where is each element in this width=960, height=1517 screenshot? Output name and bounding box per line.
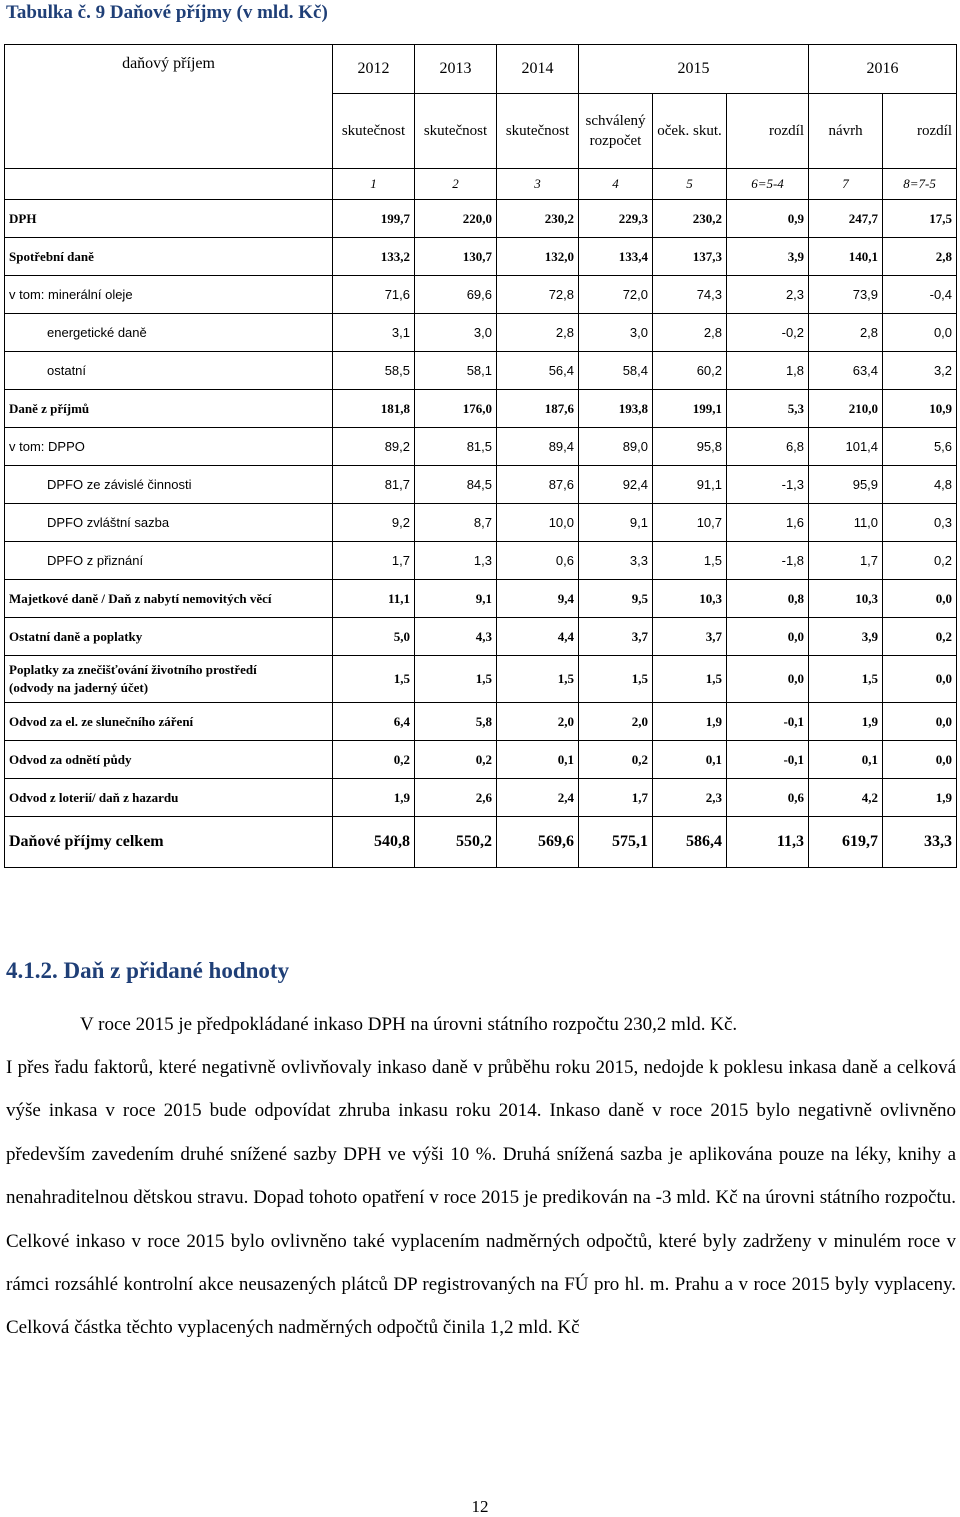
- value-cell: 181,8: [333, 390, 415, 428]
- row-label: Daně z příjmů: [5, 390, 333, 428]
- value-cell: 187,6: [497, 390, 579, 428]
- subheader: skutečnost: [415, 94, 497, 169]
- value-cell: 2,3: [727, 276, 809, 314]
- value-cell: 91,1: [653, 466, 727, 504]
- value-cell: 58,1: [415, 352, 497, 390]
- column-number: 4: [579, 169, 653, 200]
- value-cell: 8,7: [415, 504, 497, 542]
- value-cell: 132,0: [497, 238, 579, 276]
- value-cell: 10,9: [883, 390, 957, 428]
- value-cell: 1,6: [727, 504, 809, 542]
- value-cell: 9,2: [333, 504, 415, 542]
- value-cell: 5,8: [415, 703, 497, 741]
- column-number: 8=7-5: [883, 169, 957, 200]
- row-label: Daňové příjmy celkem: [5, 817, 333, 868]
- subheader: skutečnost: [333, 94, 415, 169]
- value-cell: 4,4: [497, 618, 579, 656]
- table-row-total: [5, 817, 957, 868]
- value-cell: 3,7: [579, 618, 653, 656]
- page-number: 12: [471, 1497, 489, 1516]
- value-cell: 0,0: [727, 618, 809, 656]
- value-cell: 4,8: [883, 466, 957, 504]
- table-row: [5, 779, 957, 817]
- value-cell: 1,9: [653, 703, 727, 741]
- value-cell: 72,8: [497, 276, 579, 314]
- value-cell: 230,2: [653, 200, 727, 238]
- value-cell: 92,4: [579, 466, 653, 504]
- value-cell: -1,3: [727, 466, 809, 504]
- value-cell: 1,5: [809, 656, 883, 703]
- value-cell: 0,1: [809, 741, 883, 779]
- value-cell: 2,6: [415, 779, 497, 817]
- table-row: [5, 542, 957, 580]
- value-cell: 3,7: [653, 618, 727, 656]
- value-cell: 73,9: [809, 276, 883, 314]
- value-cell: 575,1: [579, 817, 653, 868]
- value-cell: 11,0: [809, 504, 883, 542]
- table-row: [5, 238, 957, 276]
- table-row: [5, 428, 957, 466]
- value-cell: 69,6: [415, 276, 497, 314]
- header-label: daňový příjem: [5, 45, 333, 169]
- value-cell: 0,0: [883, 314, 957, 352]
- value-cell: 58,4: [579, 352, 653, 390]
- value-cell: 1,9: [883, 779, 957, 817]
- row-label: Odvod za el. ze slunečního záření: [5, 703, 333, 741]
- value-cell: 1,5: [415, 656, 497, 703]
- table-row: [5, 390, 957, 428]
- value-cell: 2,0: [497, 703, 579, 741]
- value-cell: 0,3: [883, 504, 957, 542]
- value-cell: 0,8: [727, 580, 809, 618]
- value-cell: 58,5: [333, 352, 415, 390]
- value-cell: 133,2: [333, 238, 415, 276]
- value-cell: 0,0: [727, 656, 809, 703]
- value-cell: 0,6: [497, 542, 579, 580]
- year-header: 2013: [415, 45, 497, 94]
- row-label: Majetkové daně / Daň z nabytí nemovitých věcí: [5, 580, 333, 618]
- value-cell: 6,8: [727, 428, 809, 466]
- column-number: 5: [653, 169, 727, 200]
- value-cell: 2,4: [497, 779, 579, 817]
- value-cell: 71,6: [333, 276, 415, 314]
- tax-revenue-table: [4, 44, 957, 868]
- value-cell: 569,6: [497, 817, 579, 868]
- value-cell: 84,5: [415, 466, 497, 504]
- value-cell: 247,7: [809, 200, 883, 238]
- value-cell: 60,2: [653, 352, 727, 390]
- value-cell: 0,0: [883, 703, 957, 741]
- value-cell: 230,2: [497, 200, 579, 238]
- value-cell: 1,9: [333, 779, 415, 817]
- value-cell: 10,3: [809, 580, 883, 618]
- table-row: [5, 276, 957, 314]
- value-cell: 619,7: [809, 817, 883, 868]
- value-cell: 81,7: [333, 466, 415, 504]
- row-label: [5, 656, 333, 703]
- column-number: 1: [333, 169, 415, 200]
- value-cell: 3,0: [579, 314, 653, 352]
- value-cell: 1,5: [579, 656, 653, 703]
- table-row: [5, 580, 957, 618]
- value-cell: 0,2: [579, 741, 653, 779]
- subheader: oček. skut.: [653, 94, 727, 169]
- column-number: 2: [415, 169, 497, 200]
- value-cell: 0,0: [883, 741, 957, 779]
- row-label: v tom: minerální oleje: [5, 276, 333, 314]
- column-number: 7: [809, 169, 883, 200]
- value-cell: 95,9: [809, 466, 883, 504]
- value-cell: 5,0: [333, 618, 415, 656]
- value-cell: 0,2: [333, 741, 415, 779]
- value-cell: 4,2: [809, 779, 883, 817]
- value-cell: 95,8: [653, 428, 727, 466]
- section-title: 4.1.2. Daň z přidané hodnoty: [6, 958, 290, 983]
- value-cell: 0,1: [497, 741, 579, 779]
- row-label: Ostatní daně a poplatky: [5, 618, 333, 656]
- value-cell: 9,4: [497, 580, 579, 618]
- row-label: DPFO zvláštní sazba: [5, 504, 333, 542]
- value-cell: 89,2: [333, 428, 415, 466]
- row-label: Odvod z loterií/ daň z hazardu: [5, 779, 333, 817]
- value-cell: 10,7: [653, 504, 727, 542]
- paragraph: I přes řadu faktorů, které negativně ovlivňovaly inkaso daně v průběhu roku 2015, nedojde k poklesu inkasa daně a celková výše inkasa v roce 2015 bude odpovídat zhruba inkasu roku 2014. Inkaso daně v roce 2015 bylo negativně ovlivněno především zavedením druhé snížené sazby DPH ve výši 10 %. Druhá snížená sazba je aplikována pouze na léky, knihy a nenahraditelnou dětskou stravu. Dopad tohoto opatření v roce 2015 je predikován na -3 mld. Kč na úrovni státního rozpočtu. Celkové inkaso v roce 2015 bylo ovlivněno také vyplacením nadměrných odpočtů, které byly zadrženy v minulém roce v rámci rozsáhlé kontrolní akce neusazených plátců DP registrovaných na FÚ pro hl. m. Prahu a v roce 2015 byly vyplaceny. Celková částka těchto vyplacených nadměrných odpočtů činila 1,2 mld. Kč: [6, 1057, 956, 1339]
- subheader: schválený rozpočet: [579, 94, 653, 169]
- value-cell: 72,0: [579, 276, 653, 314]
- table-row: [5, 656, 957, 703]
- column-number-blank: [5, 169, 333, 200]
- value-cell: 133,4: [579, 238, 653, 276]
- row-label: DPH: [5, 200, 333, 238]
- value-cell: 3,9: [727, 238, 809, 276]
- row-label: DPFO z přiznání: [5, 542, 333, 580]
- value-cell: 137,3: [653, 238, 727, 276]
- value-cell: 1,7: [579, 779, 653, 817]
- value-cell: 6,4: [333, 703, 415, 741]
- value-cell: 10,3: [653, 580, 727, 618]
- year-header: 2015: [579, 45, 809, 94]
- row-label-line: (odvody na jaderný účet): [9, 680, 149, 695]
- value-cell: 0,0: [883, 580, 957, 618]
- value-cell: -1,8: [727, 542, 809, 580]
- value-cell: 3,3: [579, 542, 653, 580]
- value-cell: 1,5: [653, 542, 727, 580]
- paragraph: V roce 2015 je předpokládané inkaso DPH na úrovni státního rozpočtu 230,2 mld. Kč.: [80, 1014, 738, 1035]
- column-number: 3: [497, 169, 579, 200]
- value-cell: 3,0: [415, 314, 497, 352]
- subheader: návrh: [809, 94, 883, 169]
- row-label: energetické daně: [5, 314, 333, 352]
- value-cell: 0,0: [883, 656, 957, 703]
- value-cell: 11,1: [333, 580, 415, 618]
- value-cell: 3,9: [809, 618, 883, 656]
- value-cell: 0,2: [883, 618, 957, 656]
- value-cell: 89,4: [497, 428, 579, 466]
- row-label: ostatní: [5, 352, 333, 390]
- column-number: 6=5-4: [727, 169, 809, 200]
- value-cell: 1,8: [727, 352, 809, 390]
- table-row: [5, 504, 957, 542]
- value-cell: 130,7: [415, 238, 497, 276]
- value-cell: 5,3: [727, 390, 809, 428]
- value-cell: 1,5: [333, 656, 415, 703]
- value-cell: 2,8: [497, 314, 579, 352]
- year-header: 2016: [809, 45, 957, 94]
- value-cell: -0,1: [727, 703, 809, 741]
- value-cell: 10,0: [497, 504, 579, 542]
- value-cell: 1,5: [653, 656, 727, 703]
- value-cell: -0,2: [727, 314, 809, 352]
- value-cell: 5,6: [883, 428, 957, 466]
- table-caption: Tabulka č. 9 Daňové příjmy (v mld. Kč): [6, 2, 328, 23]
- value-cell: 210,0: [809, 390, 883, 428]
- value-cell: 17,5: [883, 200, 957, 238]
- value-cell: 4,3: [415, 618, 497, 656]
- table-row: [5, 618, 957, 656]
- value-cell: 550,2: [415, 817, 497, 868]
- value-cell: 11,3: [727, 817, 809, 868]
- value-cell: 1,5: [497, 656, 579, 703]
- value-cell: 0,2: [415, 741, 497, 779]
- value-cell: 74,3: [653, 276, 727, 314]
- value-cell: 586,4: [653, 817, 727, 868]
- year-header: 2012: [333, 45, 415, 94]
- subheader: skutečnost: [497, 94, 579, 169]
- row-label-line: Poplatky za znečišťování životního prostředí: [9, 662, 257, 677]
- value-cell: 81,5: [415, 428, 497, 466]
- row-label: v tom: DPPO: [5, 428, 333, 466]
- value-cell: 220,0: [415, 200, 497, 238]
- value-cell: 199,1: [653, 390, 727, 428]
- value-cell: 2,8: [653, 314, 727, 352]
- value-cell: 1,9: [809, 703, 883, 741]
- value-cell: 1,7: [809, 542, 883, 580]
- value-cell: 9,1: [415, 580, 497, 618]
- value-cell: 193,8: [579, 390, 653, 428]
- value-cell: 2,0: [579, 703, 653, 741]
- value-cell: 140,1: [809, 238, 883, 276]
- value-cell: -0,1: [727, 741, 809, 779]
- value-cell: 0,2: [883, 542, 957, 580]
- value-cell: 3,2: [883, 352, 957, 390]
- subheader: rozdíl: [727, 94, 809, 169]
- row-label: DPFO ze závislé činnosti: [5, 466, 333, 504]
- table-row: [5, 200, 957, 238]
- value-cell: 0,6: [727, 779, 809, 817]
- value-cell: 1,3: [415, 542, 497, 580]
- value-cell: 2,3: [653, 779, 727, 817]
- value-cell: 9,5: [579, 580, 653, 618]
- value-cell: 540,8: [333, 817, 415, 868]
- value-cell: 0,1: [653, 741, 727, 779]
- value-cell: 2,8: [809, 314, 883, 352]
- row-label: Odvod za odnětí půdy: [5, 741, 333, 779]
- table-row: [5, 466, 957, 504]
- value-cell: 101,4: [809, 428, 883, 466]
- value-cell: -0,4: [883, 276, 957, 314]
- year-header: 2014: [497, 45, 579, 94]
- row-label: Spotřební daně: [5, 238, 333, 276]
- value-cell: 3,1: [333, 314, 415, 352]
- value-cell: 87,6: [497, 466, 579, 504]
- value-cell: 0,9: [727, 200, 809, 238]
- value-cell: 199,7: [333, 200, 415, 238]
- value-cell: 56,4: [497, 352, 579, 390]
- value-cell: 2,8: [883, 238, 957, 276]
- value-cell: 33,3: [883, 817, 957, 868]
- value-cell: 9,1: [579, 504, 653, 542]
- subheader: rozdíl: [883, 94, 957, 169]
- table-row: [5, 352, 957, 390]
- value-cell: 176,0: [415, 390, 497, 428]
- table-row: [5, 741, 957, 779]
- table-row: [5, 314, 957, 352]
- value-cell: 1,7: [333, 542, 415, 580]
- value-cell: 89,0: [579, 428, 653, 466]
- value-cell: 63,4: [809, 352, 883, 390]
- value-cell: 229,3: [579, 200, 653, 238]
- table-row: [5, 703, 957, 741]
